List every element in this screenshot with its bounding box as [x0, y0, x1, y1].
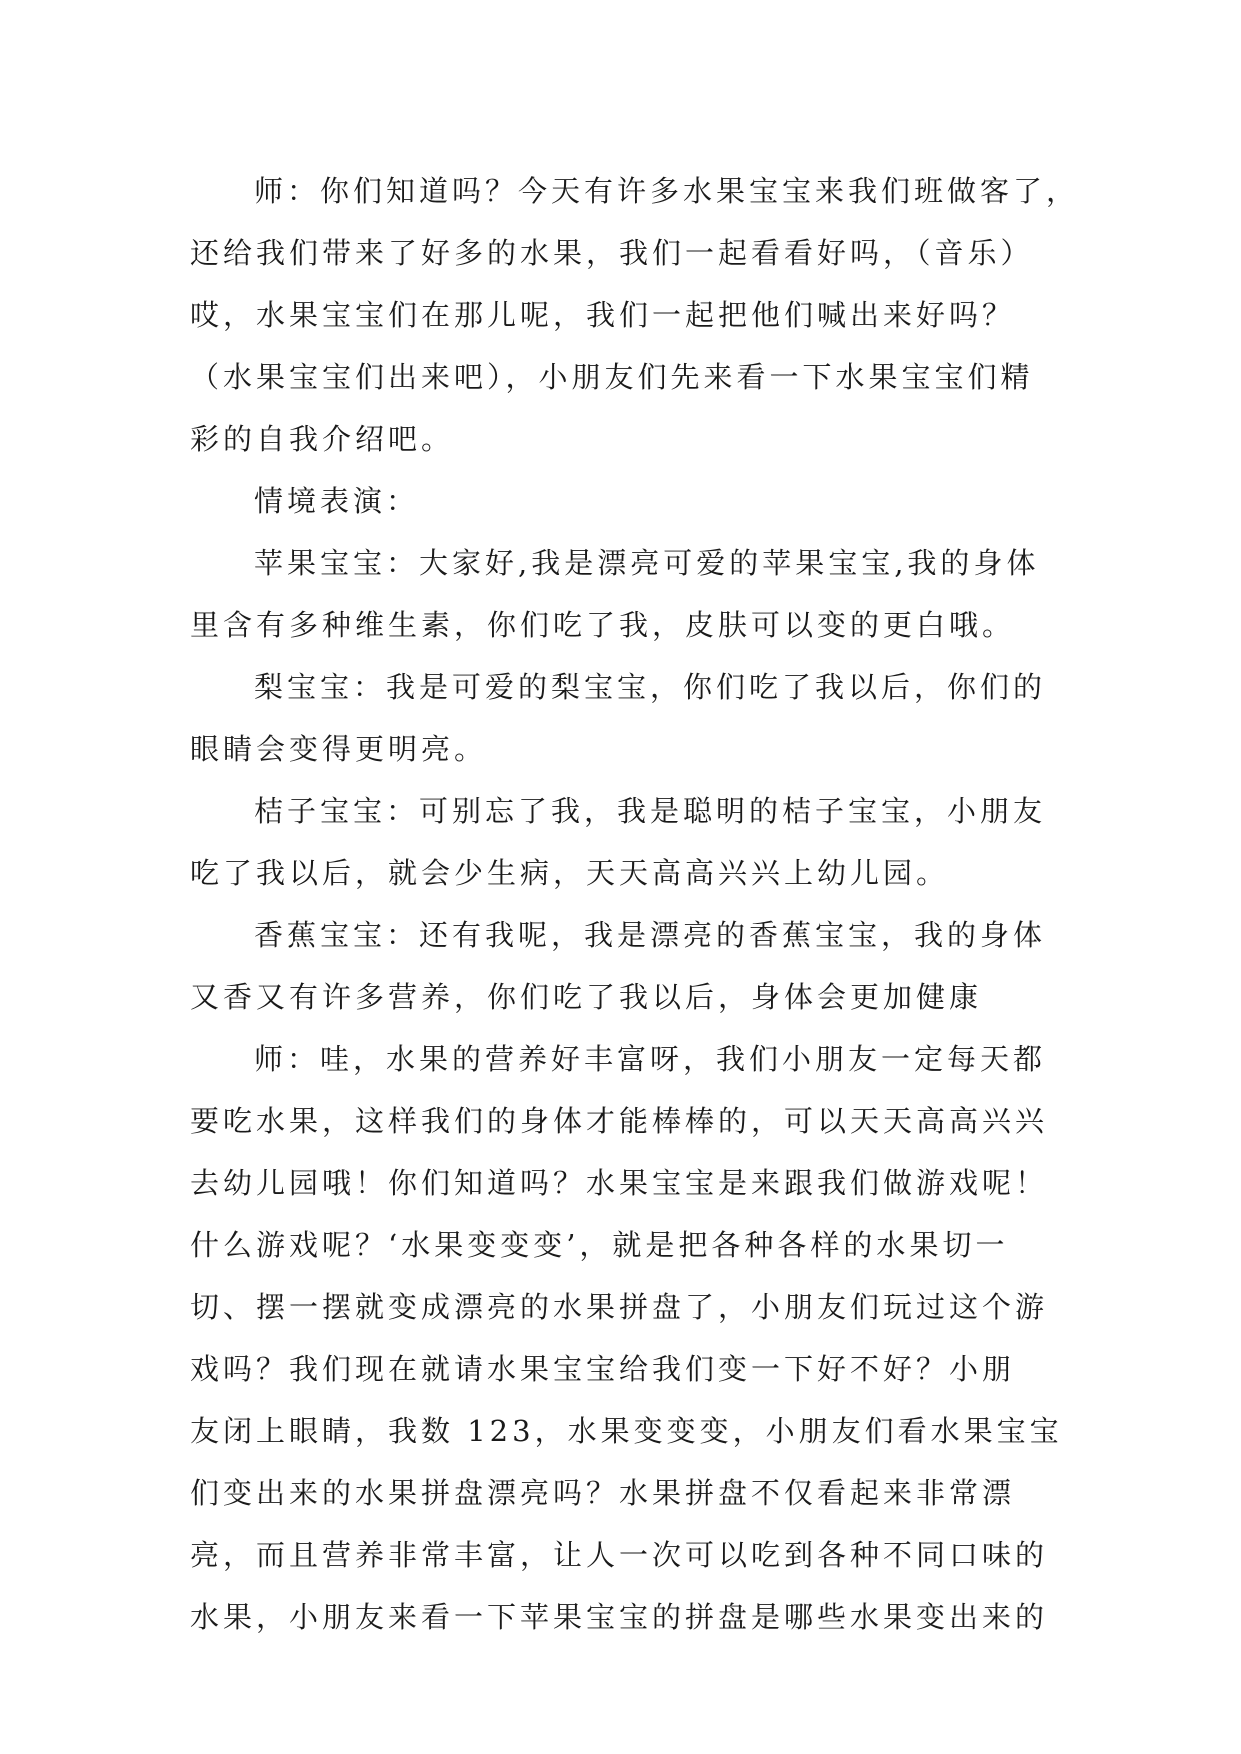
text-line: 友闭上眼睛，我数 123，水果变变变，小朋友们看水果宝宝: [190, 1414, 1063, 1448]
text-line: 彩的自我介绍吧。: [190, 422, 455, 456]
text-line: 里含有多种维生素，你们吃了我，皮肤可以变的更白哦。: [190, 608, 1016, 642]
text-line: 哎，水果宝宝们在那儿呢，我们一起把他们喊出来好吗？: [190, 298, 1016, 332]
text-line: 水果，小朋友来看一下苹果宝宝的拼盘是哪些水果变出来的: [190, 1600, 1049, 1634]
text-line: 又香又有许多营养，你们吃了我以后，身体会更加健康: [190, 980, 983, 1014]
document-body: [190, 160, 1090, 1648]
text-line: 吃了我以后，就会少生病，天天高高兴兴上幼儿园。: [190, 856, 950, 890]
text-line: 桔子宝宝：可别忘了我，我是聪明的桔子宝宝，小朋友: [254, 794, 1047, 828]
text-line: 眼睛会变得更明亮。: [190, 732, 488, 766]
text-line: 切、摆一摆就变成漂亮的水果拼盘了，小朋友们玩过这个游: [190, 1290, 1049, 1324]
text-line: 苹果宝宝：大家好,我是漂亮可爱的苹果宝宝,我的身体: [254, 546, 1040, 580]
text-line: 们变出来的水果拼盘漂亮吗？水果拼盘不仅看起来非常漂: [190, 1476, 1016, 1510]
text-line: 去幼儿园哦！你们知道吗？水果宝宝是来跟我们做游戏呢！: [190, 1166, 1049, 1200]
text-line: 梨宝宝：我是可爱的梨宝宝，你们吃了我以后，你们的: [254, 670, 1047, 704]
text-line: 要吃水果，这样我们的身体才能棒棒的，可以天天高高兴兴: [190, 1104, 1049, 1138]
text-line: 师：哇，水果的营养好丰富呀，我们小朋友一定每天都: [254, 1042, 1047, 1076]
text-line: 还给我们带来了好多的水果，我们一起看看好吗，（音乐）: [190, 236, 1034, 270]
text-line: （水果宝宝们出来吧），小朋友们先来看一下水果宝宝们精: [190, 360, 1034, 394]
text-line: 亮，而且营养非常丰富，让人一次可以吃到各种不同口味的: [190, 1538, 1049, 1572]
text-line: 香蕉宝宝：还有我呢，我是漂亮的香蕉宝宝，我的身体: [254, 918, 1047, 952]
text-line: 情境表演：: [254, 484, 420, 518]
text-line: 戏吗？我们现在就请水果宝宝给我们变一下好不好？小朋: [190, 1352, 1016, 1386]
text-line: 什么游戏呢？‘水果变变变’，就是把各种各样的水果切一: [190, 1228, 1009, 1262]
text-line: 师：你们知道吗？今天有许多水果宝宝来我们班做客了，: [254, 174, 1080, 208]
